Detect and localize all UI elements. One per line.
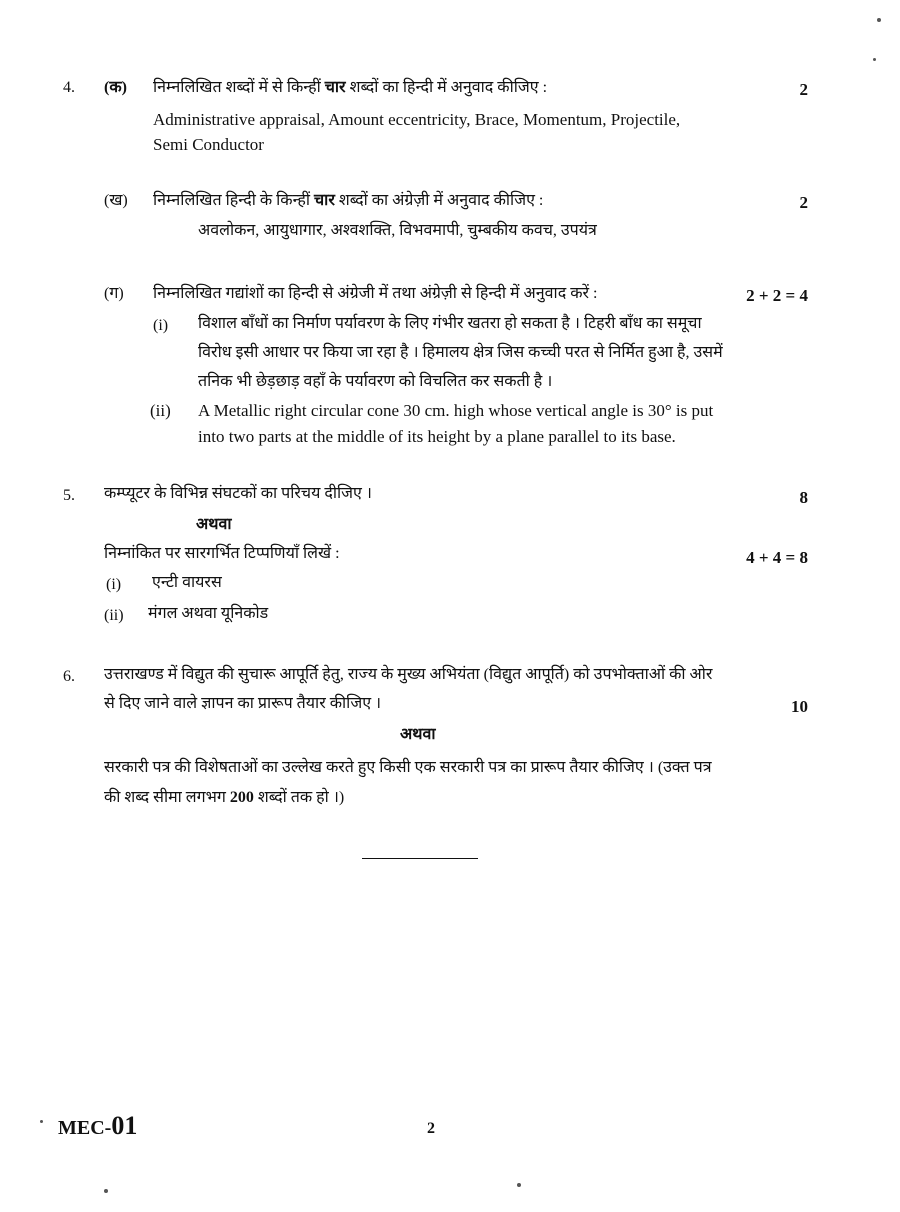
q4-ka-instruction-bold: चार <box>324 79 346 96</box>
q4-kha-instruction <box>153 188 543 214</box>
q5-ii-text: मंगल अथवा यूनिकोड <box>148 605 269 622</box>
scan-speck <box>517 1183 521 1187</box>
q6-line1: उत्तराखण्ड में विद्युत की सुचारू आपूर्ति हेतु, राज्य के मुख्य अभियंता (विद्युत आपूर्ति) को उपभोक्ताओं की ओर <box>104 666 713 683</box>
q6-marks: 10 <box>791 697 808 716</box>
q5-i-text: एन्टी वायरस <box>152 574 222 591</box>
q6-alt-line1: सरकारी पत्र की विशेषताओं का उल्लेख करते हुए किसी एक सरकारी पत्र का प्रारूप तैयार कीजिए । (उक्त पत्र <box>104 759 712 776</box>
q5-number: 5. <box>63 487 75 504</box>
q4-ka-words-line2: Semi Conductor <box>153 135 264 154</box>
q4-ga-i-label: (i) <box>153 317 169 334</box>
q5-alt-instruction: निम्नांकित पर सारगर्भित टिप्पणियाँ लिखें : <box>104 545 340 562</box>
q4-ka-instruction-text: निम्नलिखित शब्दों में से किन्हीं <box>153 79 325 96</box>
scan-speck <box>873 58 876 61</box>
q5-marks: 8 <box>799 488 808 507</box>
q4-ka-marks: 2 <box>799 80 808 99</box>
q6-alt-line2-text: की शब्द सीमा लगभग <box>104 789 230 806</box>
q5-text: कम्प्यूटर के विभिन्न संघटकों का परिचय दीजिए । <box>104 485 372 502</box>
q4-ga-instruction: निम्नलिखित गद्यांशों का हिन्दी से अंग्रेजी में तथा अंग्रेज़ी से हिन्दी में अनुवाद करें : <box>153 285 598 302</box>
q4-kha-label: (ख) <box>104 192 128 209</box>
q4-ka-instruction-text-end: शब्दों का हिन्दी में अनुवाद कीजिए : <box>345 79 548 96</box>
q4-kha-instruction-text: निम्नलिखित हिन्दी के किन्हीं <box>153 192 315 209</box>
q5-ii-label: (ii) <box>104 607 124 624</box>
course-code-number: 01 <box>111 1111 138 1140</box>
course-code <box>58 1111 137 1141</box>
q5-alt-marks: 4 + 4 = 8 <box>746 548 808 567</box>
q4-kha-instruction-bold: चार <box>314 192 335 209</box>
q4-kha-words: अवलोकन, आयुधागार, अश्वशक्ति, विभवमापी, चुम्बकीय कवच, उपयंत्र <box>198 222 597 239</box>
q4-ga-i-line3: तनिक भी छेड़छाड़ वहाँ के पर्यावरण को विचलित कर सकती है । <box>198 373 553 390</box>
q4-ga-ii-line2: into two parts at the middle of its height by a plane parallel to its base. <box>198 427 676 446</box>
q5-or: अथवा <box>196 516 232 533</box>
scan-speck <box>104 1189 108 1193</box>
q6-alt-line2-bold: 200 <box>229 789 254 806</box>
page-number: 2 <box>427 1120 435 1137</box>
q6-alt-line2 <box>104 785 344 811</box>
q4-kha-instruction-text-end: शब्दों का अंग्रेज़ी में अनुवाद कीजिए : <box>334 192 544 209</box>
q4-number: 4. <box>63 79 75 96</box>
q4-ga-marks: 2 + 2 = 4 <box>746 286 808 305</box>
q4-ga-i-line1: विशाल बाँधों का निर्माण पर्यावरण के लिए गंभीर खतरा हो सकता है । टिहरी बाँध का समूचा <box>198 315 702 332</box>
scan-speck <box>40 1120 43 1123</box>
scan-speck <box>877 18 881 22</box>
q6-or: अथवा <box>400 726 436 743</box>
q4-ga-ii-label: (ii) <box>150 401 171 420</box>
q4-ga-ii-line1: A Metallic right circular cone 30 cm. high whose vertical angle is 30° is put <box>198 401 714 420</box>
q4-ka-label: (क) <box>104 79 127 96</box>
end-rule <box>362 858 478 859</box>
q6-number: 6. <box>63 668 75 685</box>
q4-ga-i-line2: विरोध इसी आधार पर किया जा रहा है । हिमालय क्षेत्र जिस कच्ची परत से निर्मित हुआ है, उसमें <box>198 344 723 361</box>
q6-alt-line2-text-end: शब्दों तक हो ।) <box>253 789 345 806</box>
course-code-prefix: MEC- <box>58 1117 112 1139</box>
q4-kha-marks: 2 <box>799 193 808 212</box>
q5-i-label: (i) <box>106 576 122 593</box>
q4-ka-words-line1: Administrative appraisal, Amount eccentricity, Brace, Momentum, Projectile, <box>153 110 681 129</box>
q4-ga-label: (ग) <box>104 285 124 302</box>
q4-ka-instruction <box>153 75 547 101</box>
q6-line2: से दिए जाने वाले ज्ञापन का प्रारूप तैयार कीजिए । <box>104 695 382 712</box>
